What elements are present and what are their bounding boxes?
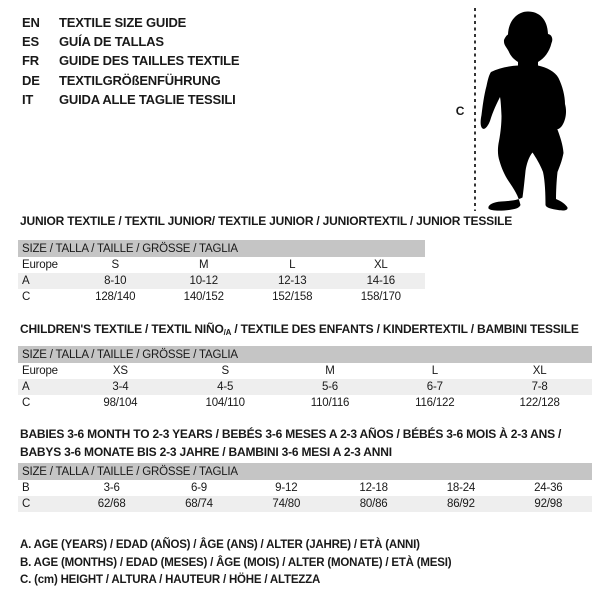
row-label: C — [22, 397, 31, 409]
table-header-row — [18, 240, 425, 257]
language-code: EN — [22, 15, 40, 30]
table-cell: 92/98 — [534, 498, 563, 510]
toddler-silhouette-image — [477, 9, 577, 211]
row-label: C — [22, 498, 31, 510]
table-cell: 6-7 — [426, 381, 443, 393]
babies-size-table — [18, 463, 592, 512]
table-cell: 18-24 — [446, 482, 476, 494]
table-row — [18, 379, 592, 395]
language-code: IT — [22, 91, 34, 107]
height-measure-label: C — [455, 104, 465, 118]
children-table-title — [20, 322, 579, 337]
row-label: A — [22, 381, 30, 393]
language-title: GUIDE DES TAILLES TEXTILE — [59, 53, 240, 69]
table-cell: 12-13 — [278, 275, 307, 287]
language-title: GUIDA ALLE TAGLIE TESSILI — [59, 91, 236, 107]
table-row — [18, 363, 592, 379]
table-cell: 74/80 — [272, 498, 301, 510]
row-label: B — [22, 482, 30, 494]
table-cell: XL — [532, 365, 547, 377]
table-cell: 152/158 — [272, 291, 313, 303]
table-cell: 128/140 — [95, 291, 136, 303]
children-size-table — [18, 346, 592, 411]
title-text-line1: BABIES 3-6 MONTH TO 2-3 YEARS / BEBÉS 3-6 MESES A 2-3 AÑOS / BÉBÉS 3-6 MOIS À 2-3 ANS / — [20, 427, 562, 441]
table-cell: 80/86 — [359, 498, 388, 510]
table-cell: 14-16 — [366, 275, 395, 287]
table-cell: L — [431, 365, 438, 377]
table-cell: S — [111, 259, 119, 271]
table-cell: 3-6 — [103, 482, 120, 494]
size-header-bar: SIZE / TALLA / TAILLE / GRÖSSE / TAGLIA — [18, 240, 425, 257]
table-cell: 8-10 — [104, 275, 127, 287]
table-row — [18, 496, 592, 512]
footnotes — [20, 537, 451, 590]
table-header-row — [18, 346, 592, 363]
table-cell: 98/104 — [103, 397, 138, 409]
table-cell: 116/122 — [415, 397, 455, 409]
footnote-b: B. AGE (MONTHS) / EDAD (MESES) / ÂGE (MOIS) / ALTER (MONATE) / ETÀ (MESI) — [20, 556, 452, 569]
junior-size-table — [18, 240, 425, 305]
table-row — [18, 257, 425, 273]
table-cell: 12-18 — [359, 482, 388, 494]
size-header-bar: SIZE / TALLA / TAILLE / GRÖSSE / TAGLIA — [18, 346, 592, 363]
table-cell: 158/170 — [360, 291, 401, 303]
language-title-list — [22, 13, 239, 109]
footnote-c: C. (cm) HEIGHT / ALTURA / HAUTEUR / HÖHE / ALTEZZA — [20, 574, 321, 587]
height-measure-dotted-line — [474, 8, 476, 211]
table-cell: 140/152 — [183, 291, 224, 303]
table-row — [18, 395, 592, 411]
table-cell: L — [289, 259, 296, 271]
table-cell: 110/116 — [310, 397, 350, 409]
row-label: Europe — [22, 259, 58, 271]
table-cell: M — [325, 365, 335, 377]
row-label: Europe — [22, 365, 58, 377]
title-subscript: /A — [223, 328, 232, 337]
table-cell: 7-8 — [531, 381, 548, 393]
title-text: CHILDREN'S TEXTILE / TEXTIL NIÑO — [20, 322, 224, 336]
language-code: ES — [22, 34, 39, 50]
table-cell: 86/92 — [447, 498, 475, 510]
table-cell: 6-9 — [190, 482, 207, 494]
table-cell: 62/68 — [97, 498, 126, 510]
title-text-line2: BABYS 3-6 MONATE BIS 2-3 JAHRE / BAMBINI 3-6 MESI A 2-3 ANNI — [20, 444, 392, 459]
language-row — [22, 51, 239, 70]
table-cell: XS — [112, 365, 128, 377]
table-cell: 3-4 — [112, 381, 129, 393]
footnote-a: A. AGE (YEARS) / EDAD (AÑOS) / ÂGE (ANS) / ALTER (JAHRE) / ETÀ (ANNI) — [20, 539, 420, 551]
junior-table-title: JUNIOR TEXTILE / TEXTIL JUNIOR/ TEXTILE JUNIOR / JUNIORTEXTIL / JUNIOR TESSILE — [20, 214, 513, 228]
language-code: DE — [22, 72, 40, 88]
row-label: C — [22, 291, 31, 303]
language-row — [22, 13, 239, 32]
table-cell: 68/74 — [185, 498, 213, 510]
table-cell: 9-12 — [275, 482, 298, 494]
row-label: A — [22, 275, 30, 287]
table-cell: M — [199, 259, 209, 271]
language-row — [22, 32, 239, 51]
language-code: FR — [22, 53, 39, 69]
language-title: TEXTILE SIZE GUIDE — [59, 15, 187, 30]
table-cell: XL — [373, 259, 388, 271]
table-row — [18, 273, 425, 289]
table-cell: 4-5 — [217, 381, 234, 393]
babies-table-title — [20, 426, 561, 461]
table-cell: 5-6 — [321, 381, 338, 393]
table-cell: S — [221, 365, 229, 377]
language-row — [22, 71, 239, 90]
language-title: TEXTILGRÖßENFÜHRUNG — [59, 72, 221, 88]
table-row — [18, 480, 592, 496]
table-header-row — [18, 463, 592, 480]
table-row — [18, 289, 425, 305]
size-header-bar: SIZE / TALLA / TAILLE / GRÖSSE / TAGLIA — [18, 463, 592, 480]
title-text: / TEXTILE DES ENFANTS / KINDERTEXTIL / BAMBINI TESSILE — [231, 322, 579, 336]
table-cell: 10-12 — [189, 275, 218, 287]
language-title: GUÍA DE TALLAS — [59, 34, 164, 50]
language-row — [22, 90, 239, 109]
table-cell: 122/128 — [519, 397, 560, 409]
table-cell: 104/110 — [205, 397, 245, 409]
table-cell: 24-36 — [534, 482, 563, 494]
